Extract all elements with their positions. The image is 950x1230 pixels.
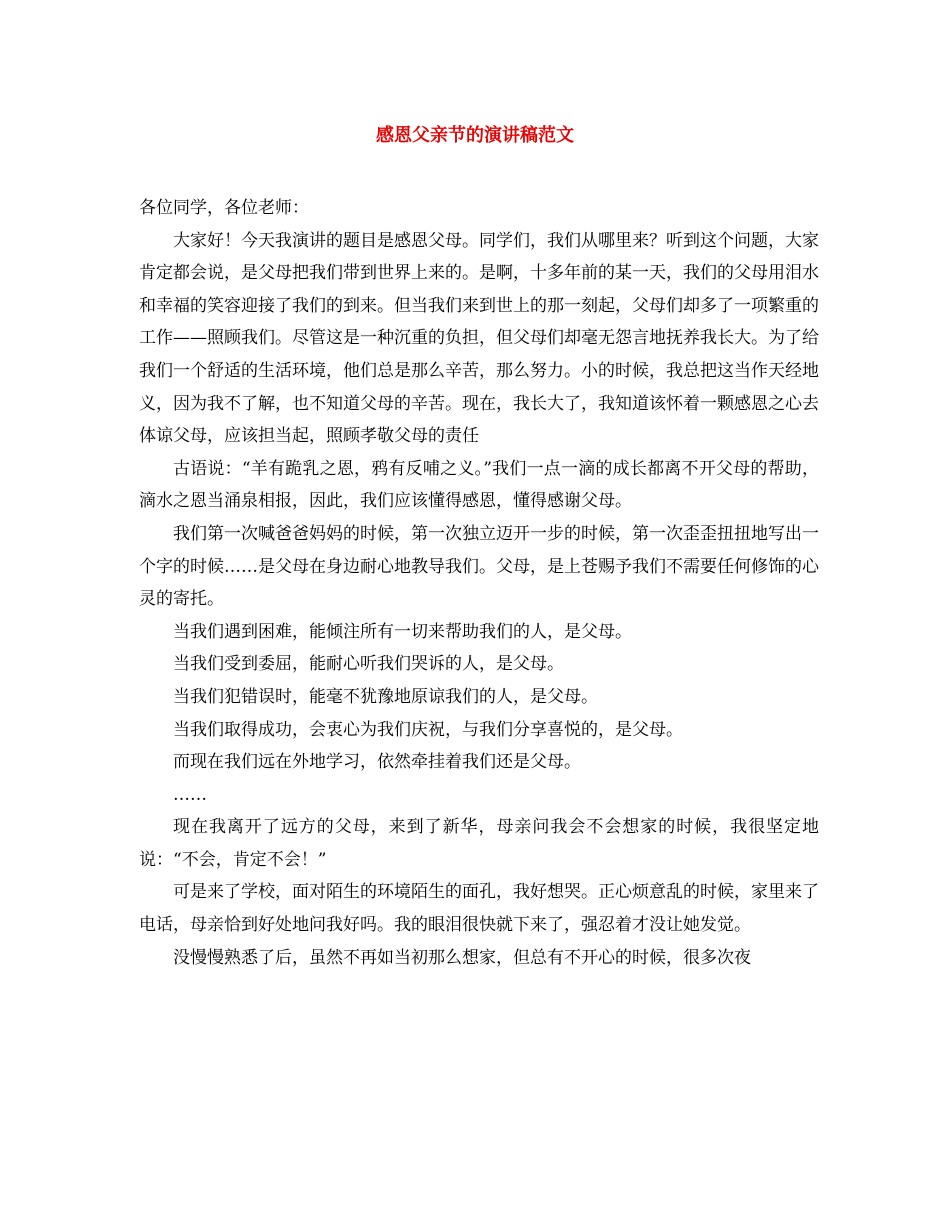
- paragraph-school: 可是来了学校，面对陌生的环境陌生的面孔，我好想哭。正心烦意乱的时候，家里来了电话，母亲恰到好处地问我好吗。我的眼泪很快就下来了，强忍着才没让她发觉。: [139, 882, 819, 936]
- paragraph-success: 当我们取得成功，会衷心为我们庆祝，与我们分享喜悦的，是父母。: [173, 719, 683, 740]
- paragraph-left-home: 现在我离开了远方的父母，来到了新华，母亲问我会不会想家的时候，我很坚定地说：“不会，肯定不会！”: [139, 817, 819, 870]
- paragraph-difficulty: 当我们遇到困难，能倾注所有一切来帮助我们的人，是父母。: [173, 621, 632, 642]
- paragraph-ellipsis: ……: [173, 784, 207, 805]
- greeting-line: 各位同学，各位老师：: [139, 198, 309, 218]
- paragraph-intro: 大家好！今天我演讲的题目是感恩父母。同学们，我们从哪里来？听到这个问题，大家肯定都会说，是父母把我们带到世界上来的。是啊，十多年前的某一天，我们的父母用泪水和幸福的笑容迎接了我们的到来。但当我们来到世上的那一刻起，父母们却多了一项繁重的工作——照顾我们。尽管这是一种沉重的负担，但父母们却毫无怨言地抚养我长大。为了给我们一个舒适的生活环境，他们总是那么辛苦，那么努力。小的时候，我总把这当作天经地义，因为我不了解，也不知道父母的辛苦。现在，我长大了，我知道该怀着一颗感恩之心去体谅父母，应该担当起，照顾孝敬父母的责任: [139, 230, 819, 447]
- paragraph-away: 而现在我们远在外地学习，依然牵挂着我们还是父母。: [173, 752, 581, 773]
- document-body: [139, 192, 819, 974]
- paragraph-familiar: 没慢慢熟悉了后，虽然不再如当初那么想家，但总有不开心的时候，很多次夜: [173, 947, 751, 968]
- document-title: 感恩父亲节的演讲稿范文: [376, 125, 574, 146]
- paragraph-proverb: 古语说：“羊有跪乳之恩，鸦有反哺之义。”我们一点一滴的成长都离不开父母的帮助，滴水之恩当涌泉相报，因此，我们应该懂得感恩，懂得感谢父母。: [139, 458, 819, 512]
- paragraph-first-times: 我们第一次喊爸爸妈妈的时候，第一次独立迈开一步的时候，第一次歪歪扭扭地写出一个字的时候……是父母在身边耐心地教导我们。父母，是上苍赐予我们不需要任何修饰的心灵的寄托。: [139, 523, 819, 610]
- paragraph-grievance: 当我们受到委屈，能耐心听我们哭诉的人，是父母。: [173, 654, 564, 675]
- paragraph-mistake: 当我们犯错误时，能毫不犹豫地原谅我们的人，是父母。: [173, 686, 598, 707]
